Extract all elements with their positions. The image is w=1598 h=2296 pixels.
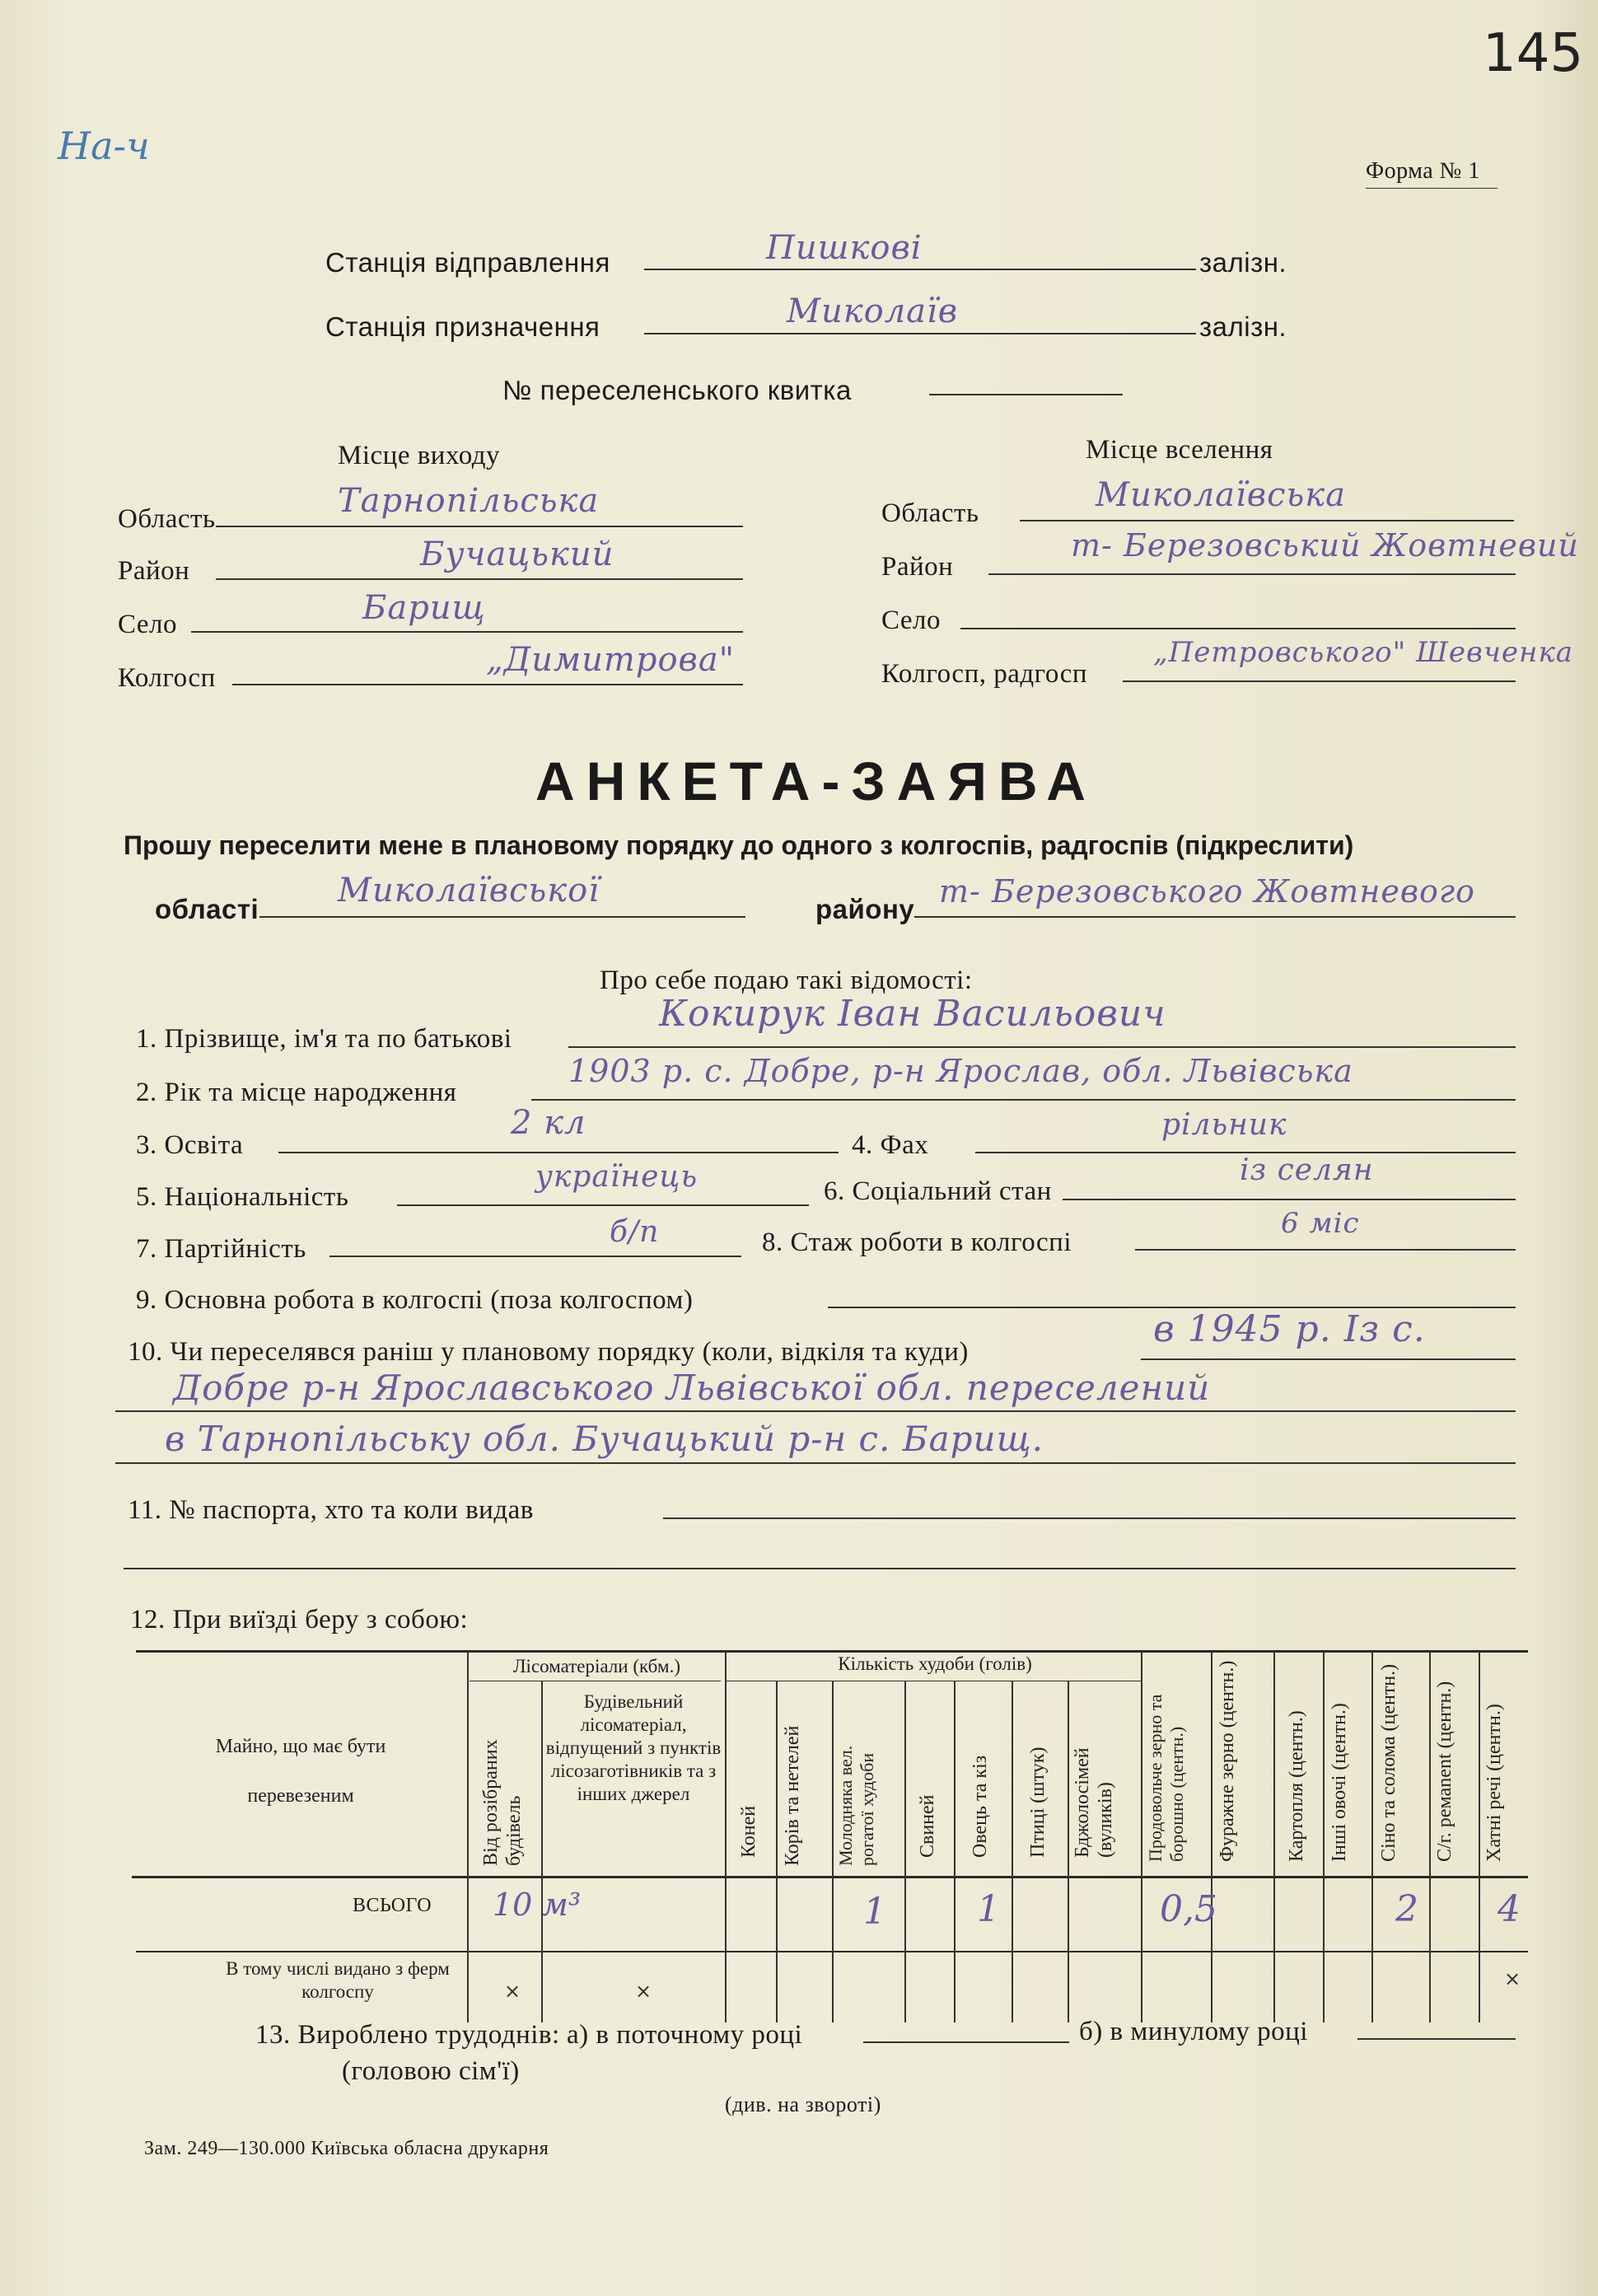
cross-mark-dismantled: ×: [504, 1980, 521, 2003]
field-10-line-3: [115, 1462, 1516, 1464]
col-household-header: Хатні речі (центн.): [1484, 1704, 1505, 1862]
field-7-line: [329, 1256, 741, 1257]
origin-kolhosp-line: [232, 684, 743, 685]
form-number-underline: [1366, 188, 1498, 189]
request-oblast-line: [259, 916, 745, 918]
destination-station-label: Станція призначення: [325, 311, 600, 342]
field-11-label: 11. № паспорта, хто та коли видав: [128, 1495, 534, 1525]
field-10-line: [1141, 1358, 1516, 1360]
col-pigs-header: Свиней: [917, 1794, 938, 1858]
field-10-line-2: [115, 1410, 1516, 1412]
row-kolhosp-label: В тому числі видано з ферм колгоспу: [226, 1958, 450, 2002]
livestock-group-header: Кількість худоби (голів): [838, 1653, 1032, 1674]
col-vegetables-header: Інші овочі (центн.): [1329, 1703, 1350, 1862]
field-1-line: [568, 1046, 1516, 1048]
col-poultry-header: Птиці (штук): [1027, 1747, 1049, 1858]
printer-imprint: Зам. 249—130.000 Київська обласна друкарня: [144, 2138, 549, 2159]
origin-raion-value: Бучацький: [420, 535, 614, 573]
request-raion-label: району: [815, 894, 915, 924]
col-potatoes-header: Картопля (центн.): [1286, 1710, 1307, 1862]
settlement-oblast-label: Область: [881, 498, 979, 528]
field-9-label: 9. Основна робота в колгоспі (поза колгоспом): [136, 1285, 694, 1315]
origin-kolhosp-label: Колгосп: [118, 663, 216, 693]
field-2-label: 2. Рік та місце народження: [136, 1078, 457, 1107]
field-10-value-1: в 1945 р. Із с.: [1153, 1308, 1426, 1350]
col-bees-header: Бджолосімей (вуликів): [1072, 1747, 1116, 1858]
field-2-line: [531, 1099, 1516, 1101]
origin-raion-line: [216, 578, 743, 580]
field-6-label: 6. Соціальний стан: [824, 1176, 1052, 1206]
form-title: АНКЕТА-ЗАЯВА: [535, 751, 1097, 811]
departure-rail-suffix: залізн.: [1199, 247, 1287, 278]
origin-heading: Місце виходу: [338, 441, 501, 470]
settlement-selo-label: Село: [881, 606, 942, 635]
field-1-value: Кокирук Іван Васильович: [659, 993, 1166, 1035]
field-10-label: 10. Чи переселявся раніш у плановому порядку (коли, відкіля та куди): [128, 1337, 969, 1367]
col-young-header: Молодняка вел. рогатої худоби: [835, 1745, 877, 1866]
workdays-label: 13. Вироблено трудоднів:: [255, 2020, 560, 2050]
field-4-value: рільник: [1161, 1108, 1287, 1142]
settlement-selo-line: [960, 628, 1516, 629]
field-5-label: 5. Національність: [136, 1182, 349, 1212]
field-6-line: [1063, 1199, 1516, 1200]
workdays-sublabel: (головою сім'ї): [342, 2056, 520, 2086]
field-3-label: 3. Освіта: [136, 1130, 244, 1160]
settlement-kolhosp-line: [1123, 680, 1516, 682]
ticket-number-label: № переселенського квитка: [502, 375, 852, 405]
col-sheep-header: Овець та кіз: [970, 1755, 991, 1858]
field-8-label: 8. Стаж роботи в колгоспі: [762, 1227, 1072, 1257]
destination-station-value: Миколаїв: [787, 292, 959, 330]
total-dismantled-value: 10 м³: [493, 1887, 582, 1923]
field-2-value: 1903 р. с. Добре, р-н Ярослав, обл. Львівська: [568, 1053, 1353, 1089]
request-text: Прошу переселити мене в плановому порядку до одного з колгоспів, радгоспів (підкреслити): [124, 830, 1354, 860]
field-7-value: б/п: [610, 1215, 660, 1249]
col-building-material-header: Будівельний лісоматеріал, відпущений з пунктів лісозаготівників та з інших джерел: [545, 1691, 722, 1804]
origin-kolhosp-value: „Димитрова": [486, 641, 736, 679]
total-hay-value: 2: [1395, 1888, 1418, 1930]
origin-selo-value: Барищ: [362, 589, 486, 627]
field-7-label: 7. Партійність: [136, 1234, 306, 1264]
field-12-label: 12. При виїзді беру з собою:: [130, 1605, 469, 1634]
settlement-kolhosp-value: „Петровського" Шевченка: [1153, 636, 1574, 669]
origin-selo-label: Село: [118, 610, 178, 639]
origin-raion-label: Район: [118, 556, 190, 586]
cross-mark-household: ×: [1504, 1967, 1521, 1990]
col-hay-header: Сіно та солома (центн.): [1378, 1663, 1399, 1862]
col-dismantled-header: Від розібраних будівель: [480, 1739, 525, 1866]
settlement-raion-label: Район: [881, 552, 954, 582]
workdays-previous-label: б) в минулому році: [1079, 2017, 1308, 2046]
request-raion-value: т- Березовського Жовтневого: [939, 873, 1475, 910]
origin-oblast-label: Область: [118, 504, 216, 534]
total-sheep-value: 1: [977, 1888, 1000, 1930]
destination-rail-suffix: залізн.: [1199, 311, 1287, 342]
col-fodder-header: Фуражне зерно (центн.): [1217, 1660, 1238, 1862]
request-oblast-label: області: [155, 894, 259, 924]
col-horses-header: Коней: [738, 1805, 759, 1858]
settlement-oblast-value: Миколаївська: [1096, 476, 1346, 514]
workdays-current-line: [863, 2041, 1069, 2043]
see-back-note: (див. на звороті): [725, 2093, 881, 2116]
col-cows-header: Корів та нетелей: [782, 1725, 803, 1866]
total-household-value: 4: [1498, 1888, 1521, 1930]
total-young-value: 1: [863, 1891, 886, 1933]
settlement-raion-value: т- Березовський Жовтневий: [1071, 527, 1579, 563]
timber-group-header: Лісоматеріали (кбм.): [512, 1656, 681, 1676]
field-8-value: 6 міс: [1281, 1207, 1360, 1240]
request-oblast-value: Миколаївської: [338, 872, 600, 910]
table-header-bottom-border: [132, 1876, 1528, 1878]
departure-station-label: Станція відправлення: [325, 247, 610, 278]
workdays-current-label: а) в поточному році: [567, 2020, 803, 2050]
field-5-line: [397, 1204, 809, 1206]
corner-annotation: На-ч: [58, 124, 150, 168]
request-raion-line: [914, 916, 1516, 918]
col-food-grain-header: Продовольче зерно та борошно (центн.): [1145, 1694, 1187, 1862]
departure-station-line: [644, 269, 1196, 270]
settlement-raion-line: [988, 573, 1516, 575]
ticket-number-line: [929, 394, 1123, 395]
origin-oblast-value: Тарнопільська: [338, 482, 600, 520]
intro-text: Про себе подаю такі відомості:: [600, 966, 973, 995]
cross-mark-building: ×: [635, 1980, 652, 2003]
field-10-value-3: в Тарнопільську обл. Бучацький р-н с. Барищ.: [165, 1419, 1044, 1459]
departure-station-value: Пишкові: [766, 229, 923, 267]
origin-oblast-line: [216, 526, 743, 527]
origin-selo-line: [191, 631, 743, 633]
col-tools-header: С/г. ремanent (центн.): [1434, 1681, 1455, 1862]
field-8-line: [1135, 1249, 1516, 1251]
field-4-label: 4. Фах: [852, 1130, 929, 1160]
col-property-header: Майно, що має бути перевезеним: [215, 1736, 386, 1807]
settlement-kolhosp-label: Колгосп, радгосп: [881, 659, 1088, 689]
field-11-line-2: [124, 1568, 1516, 1569]
field-3-value: 2 кл: [511, 1104, 586, 1142]
field-3-line: [278, 1152, 839, 1153]
field-11-line: [663, 1517, 1516, 1519]
archive-page-number: 145: [1483, 23, 1584, 84]
form-number: Форма № 1: [1366, 158, 1480, 184]
destination-station-line: [644, 333, 1196, 334]
field-6-value: із селян: [1240, 1153, 1374, 1187]
field-10-value-2: Добре р-н Ярославського Львівської обл. переселений: [173, 1368, 1211, 1408]
total-food-grain-value: 0,5: [1160, 1888, 1217, 1930]
workdays-previous-line: [1357, 2038, 1516, 2040]
field-1-label: 1. Прізвище, ім'я та по батькові: [136, 1024, 512, 1054]
field-5-value: українець: [535, 1160, 699, 1194]
row-total-label: ВСЬОГО: [353, 1895, 432, 1916]
settlement-oblast-line: [1020, 520, 1514, 521]
settlement-heading: Місце вселення: [1086, 435, 1273, 465]
